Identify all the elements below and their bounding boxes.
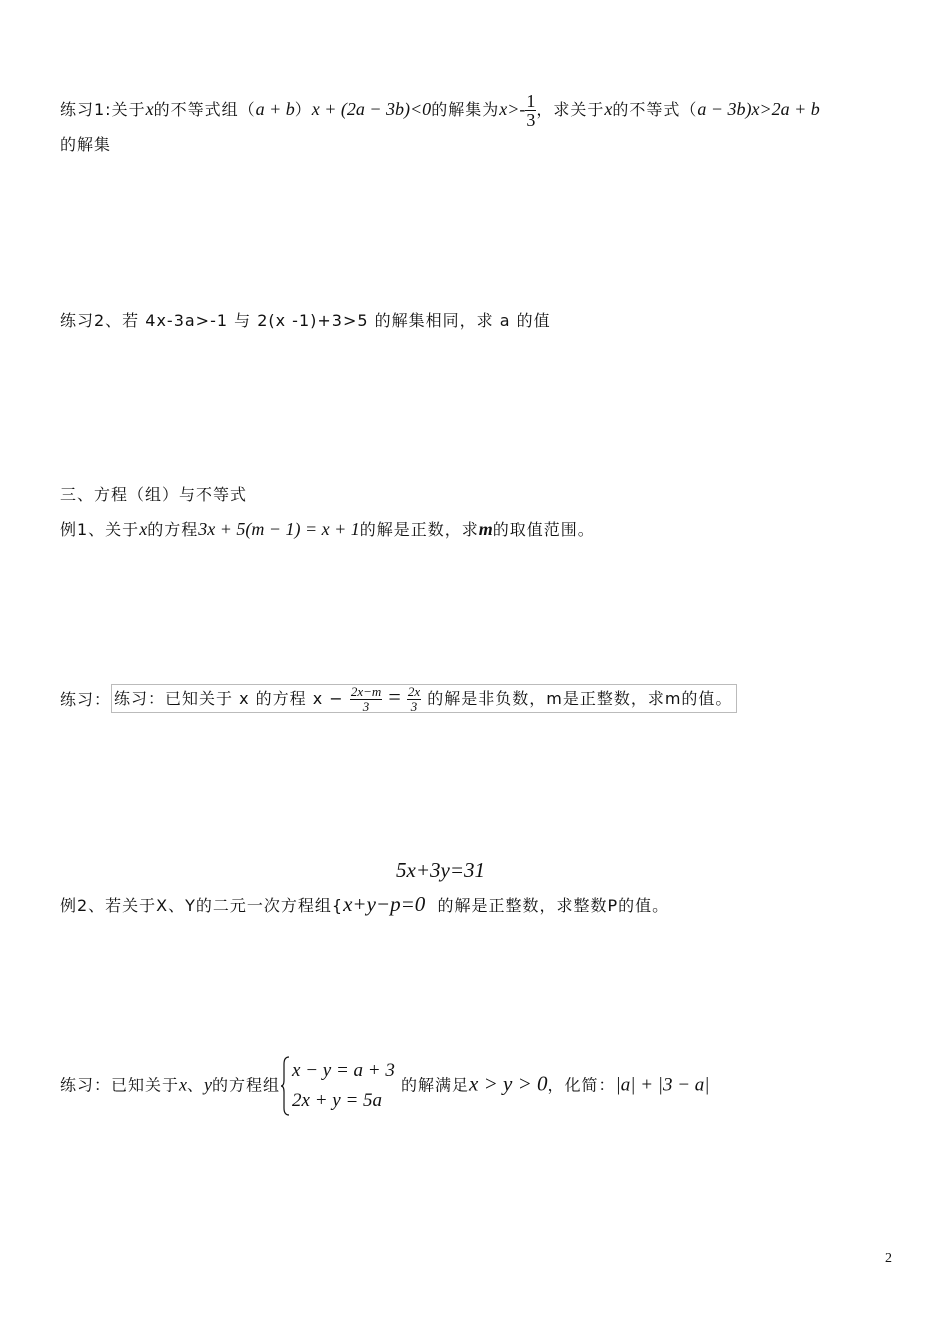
practice-b	[60, 1056, 710, 1116]
var-x: x	[145, 99, 154, 119]
exercise-1-prefix: 练习1:关于	[60, 100, 146, 119]
practice-b-text-3: ，化简：	[547, 1075, 616, 1095]
system-row-2: 2x + y = 5a	[292, 1090, 383, 1111]
fraction-numerator: 2x−m	[350, 684, 382, 699]
abs-expression: |a| + |3 − a|	[615, 1074, 710, 1096]
math-inequality-2: a − 3b)x>2a + b	[697, 99, 820, 119]
exercise-1-line-2: 的解集	[60, 135, 112, 154]
example-2-bottom-equation: x+y−p=0	[343, 892, 426, 916]
example-2-prefix: 例2、若关于X、Y的二元一次方程组{	[60, 896, 344, 915]
fraction-numerator: 1	[526, 91, 536, 111]
fraction-denominator: 3	[410, 699, 418, 714]
practice-a	[60, 684, 737, 714]
fraction-2x-minus-m	[350, 685, 382, 714]
math-a-plus-b: a + b	[255, 99, 295, 119]
left-brace-icon	[280, 1056, 290, 1116]
condition: x > y > 0	[469, 1071, 548, 1096]
fraction-numerator: 2x	[407, 684, 421, 699]
exercise-1-text-4: 的不等式（	[612, 100, 698, 119]
math-equation: 3x + 5(m − 1) = x + 1	[198, 519, 360, 539]
var-m: m	[478, 519, 493, 539]
example-2-top-equation: 5x+3y=31	[396, 858, 485, 882]
fraction-2x	[407, 685, 421, 714]
section-3-title: 三、方程（组）与不等式	[60, 485, 248, 504]
var-x: x	[179, 1074, 188, 1095]
paren-close: ）	[294, 100, 312, 119]
page-number: 2	[885, 1251, 892, 1266]
var-x-2: x	[604, 99, 613, 119]
practice-b-text: 的方程组	[212, 1075, 281, 1095]
practice-b-text-2: 的解满足	[400, 1075, 469, 1095]
exercise-1-text-2: 的解集为	[431, 100, 500, 119]
separator: 、	[187, 1075, 205, 1095]
math-x-greater: x>-	[499, 99, 526, 119]
equation-system	[280, 1056, 395, 1116]
exercise-2: 练习2、若 4x-3a>-1 与 2(x -1)+3>5 的解集相同，求 a 的值	[60, 311, 551, 330]
equals-sign: =	[388, 684, 401, 709]
practice-a-label: 练习：	[60, 690, 112, 709]
exercise-1-text-3: ，求关于	[536, 100, 605, 119]
var-y: y	[204, 1074, 213, 1095]
example-1-text-2: 的解是正数，求	[359, 520, 479, 539]
fraction-denominator: 3	[526, 110, 536, 130]
practice-a-suffix: 的解是非负数，m是正整数，求m的值。	[427, 689, 733, 708]
exercise-1-text: 的不等式组（	[153, 100, 256, 119]
var-x: x	[139, 519, 148, 539]
example-2	[60, 892, 669, 917]
example-1	[60, 517, 595, 540]
example-2-suffix: 的解是正整数，求整数P的值。	[437, 896, 670, 915]
example-1-suffix: 的取值范围。	[492, 520, 595, 539]
example-1-prefix: 例1、关于	[60, 520, 140, 539]
exercise-1-line-1	[60, 92, 820, 129]
fraction-one-third	[525, 92, 536, 129]
fraction-denominator: 3	[362, 699, 370, 714]
example-1-text: 的方程	[147, 520, 199, 539]
system-row-1: x − y = a + 3	[292, 1060, 395, 1081]
practice-a-prefix: 练习：已知关于 x 的方程 x −	[114, 689, 344, 708]
practice-a-box	[111, 684, 737, 713]
practice-b-prefix: 练习：已知关于	[60, 1075, 180, 1095]
math-inequality-1: x + (2a − 3b)<0	[311, 99, 432, 119]
